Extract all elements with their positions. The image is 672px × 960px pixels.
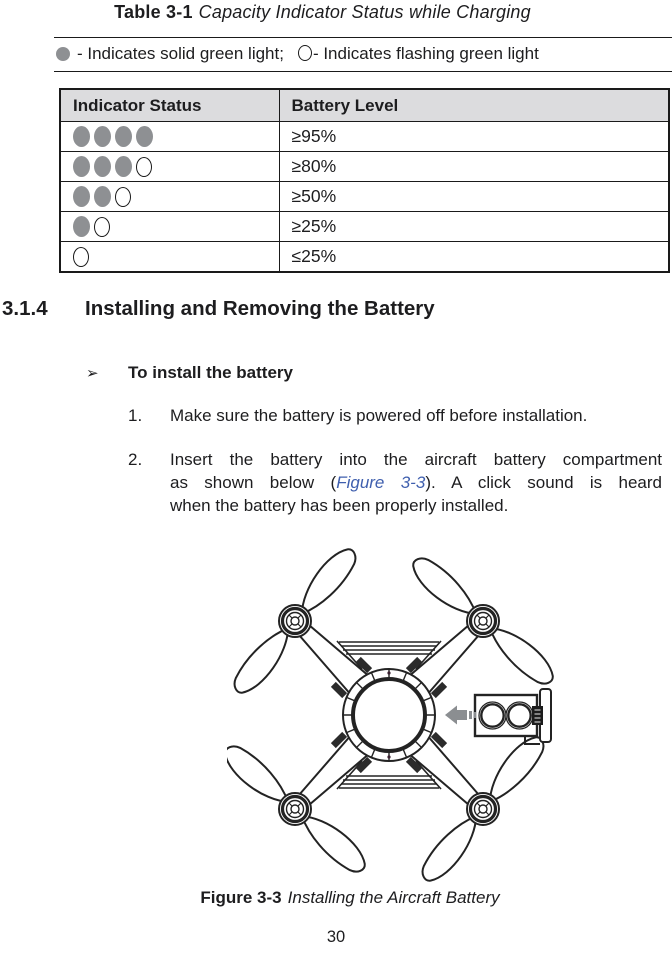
solid-circle-icon <box>73 126 90 147</box>
solid-circle-icon <box>115 126 132 147</box>
table-caption-label: Table 3-1 <box>114 2 193 22</box>
table-caption-title: Capacity Indicator Status while Charging <box>198 2 531 22</box>
figure-caption-title: Installing the Aircraft Battery <box>287 888 500 907</box>
flash-circle-icon <box>115 187 131 207</box>
step-text <box>170 404 662 427</box>
figure-caption <box>0 888 672 908</box>
table-caption <box>0 2 645 23</box>
battery <box>475 689 551 744</box>
legend-solid-text: - Indicates solid green light; <box>77 44 284 63</box>
legend-bar <box>54 37 672 72</box>
solid-circle-icon <box>94 156 111 177</box>
figure-3-3-link[interactable]: Figure 3-3 <box>336 473 426 492</box>
flash-circle-icon <box>136 157 152 177</box>
arrowhead-bullet-icon: ➢ <box>86 365 99 382</box>
subsection-title: To install the battery <box>128 363 293 382</box>
drone-top-view-illustration <box>227 543 572 885</box>
subsection-heading <box>86 363 293 383</box>
table-row <box>60 122 669 152</box>
section-heading <box>2 297 435 321</box>
step-item-2 <box>128 448 662 517</box>
step-2-line-2-post: ). A click sound is heard <box>425 473 663 492</box>
battery-level-cell: ≥95% <box>279 122 669 152</box>
solid-circle-icon <box>94 186 111 207</box>
indicator-status-cell <box>60 152 279 182</box>
central-ring <box>343 669 435 761</box>
solid-circle-icon <box>73 186 90 207</box>
solid-circle-icon <box>73 216 90 237</box>
table-row <box>60 182 669 212</box>
solid-circle-icon <box>73 156 90 177</box>
flash-circle-icon <box>94 217 110 237</box>
step-item-1 <box>128 404 662 427</box>
table-row <box>60 152 669 182</box>
solid-circle-icon <box>136 126 153 147</box>
battery-level-cell: ≥50% <box>279 182 669 212</box>
step-2-line-1: Insert the battery into the aircraft battery compartment <box>170 450 662 469</box>
battery-level-cell: ≥25% <box>279 212 669 242</box>
solid-circle-icon <box>94 126 111 147</box>
step-number: 1. <box>128 406 143 425</box>
battery-indicator-table <box>59 88 670 273</box>
table-header-row <box>60 89 669 122</box>
insert-direction-arrow-icon <box>445 706 476 725</box>
indicator-status-cell <box>60 122 279 152</box>
figure-caption-label: Figure 3-3 <box>200 888 282 907</box>
step-2-line-2 <box>170 471 662 494</box>
indicator-status-cell <box>60 212 279 242</box>
page-number: 30 <box>326 928 346 946</box>
section-number: 3.1.4 <box>2 297 48 320</box>
battery-table-body <box>60 122 669 273</box>
step-number: 2. <box>128 450 143 469</box>
col-header-indicator-status: Indicator Status <box>60 89 279 122</box>
flash-circle-icon <box>298 45 312 61</box>
step-1-text: Make sure the battery is powered off before installation. <box>170 406 588 425</box>
drone-figure <box>227 543 572 883</box>
battery-level-cell: ≤25% <box>279 242 669 273</box>
legend-flash-text: - Indicates flashing green light <box>312 44 539 63</box>
step-text <box>170 448 662 517</box>
indicator-status-cell <box>60 182 279 212</box>
flash-circle-icon <box>73 247 89 267</box>
battery-level-cell: ≥80% <box>279 152 669 182</box>
solid-circle-icon <box>115 156 132 177</box>
table-row <box>60 242 669 273</box>
indicator-status-cell <box>60 242 279 273</box>
step-2-line-3: when the battery has been properly installed. <box>170 496 509 515</box>
col-header-battery-level: Battery Level <box>279 89 669 122</box>
table-row <box>60 212 669 242</box>
section-title: Installing and Removing the Battery <box>85 297 435 320</box>
step-2-line-2-pre: as shown below ( <box>170 473 337 492</box>
solid-circle-icon <box>56 47 70 61</box>
